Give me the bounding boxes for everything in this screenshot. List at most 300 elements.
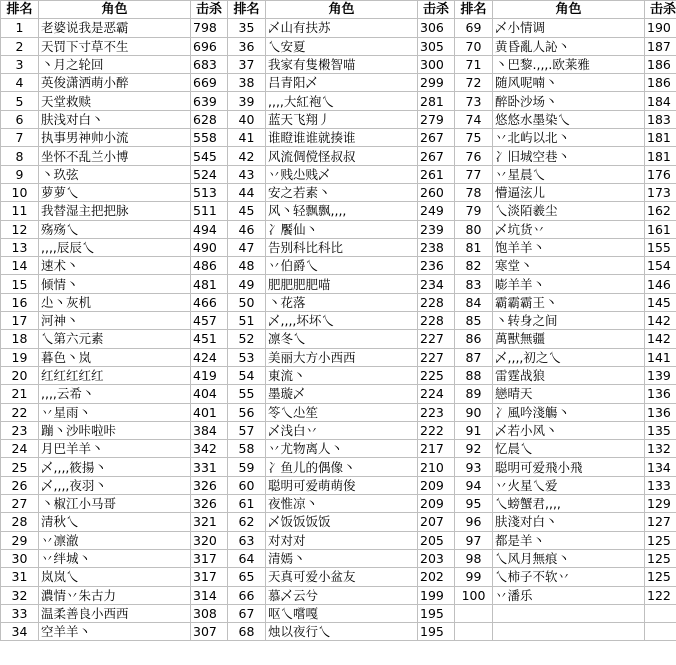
role-name-cell: 東流丶 <box>266 366 418 384</box>
role-name-cell: 我家有隻樧智喵 <box>266 55 418 73</box>
kills-cell: 279 <box>418 110 455 128</box>
kills-cell: 326 <box>191 476 228 494</box>
kills-cell: 513 <box>191 183 228 201</box>
table-row <box>1 129 676 147</box>
rank-cell: 28 <box>1 513 39 531</box>
rank-cell: 84 <box>455 293 493 311</box>
role-name-cell: 戀晴天 <box>493 385 645 403</box>
kills-cell: 511 <box>191 202 228 220</box>
rank-cell: 77 <box>455 165 493 183</box>
header-kills: 击杀 <box>191 1 228 19</box>
role-name-cell: 风丶轻飘飘,,,, <box>266 202 418 220</box>
kills-cell: 207 <box>418 513 455 531</box>
kills-cell: 317 <box>191 568 228 586</box>
role-name-cell: 蹦丶沙咔啦咔 <box>39 421 191 439</box>
role-name-cell: 谁瞪谁谁就揍谁 <box>266 129 418 147</box>
rank-cell: 75 <box>455 129 493 147</box>
role-name-cell: 雷霆战狼 <box>493 366 645 384</box>
role-name-cell: 乀淡陌羲尘 <box>493 202 645 220</box>
role-name-cell: ,,,,辰辰乀 <box>39 238 191 256</box>
kills-cell: 122 <box>645 586 676 604</box>
role-name-cell: 萬獸無疆 <box>493 330 645 348</box>
kills-cell: 798 <box>191 19 228 37</box>
rank-cell: 14 <box>1 257 39 275</box>
rank-cell: 54 <box>228 366 266 384</box>
kills-cell: 146 <box>645 275 676 293</box>
rank-cell: 1 <box>1 19 39 37</box>
rank-cell: 51 <box>228 312 266 330</box>
rank-cell: 55 <box>228 385 266 403</box>
rank-cell: 32 <box>1 586 39 604</box>
role-name-cell: 乄若小风丶 <box>493 421 645 439</box>
rank-cell: 21 <box>1 385 39 403</box>
role-name-cell: 烛以夜行乀 <box>266 623 418 641</box>
rank-cell: 20 <box>1 366 39 384</box>
kills-cell: 134 <box>645 458 676 476</box>
empty-cell <box>645 604 676 622</box>
kills-cell: 162 <box>645 202 676 220</box>
role-name-cell: 尐丶灰机 <box>39 293 191 311</box>
kills-cell: 199 <box>418 586 455 604</box>
rank-cell: 35 <box>228 19 266 37</box>
kills-cell: 267 <box>418 147 455 165</box>
role-name-cell: 美丽大方小西西 <box>266 348 418 366</box>
rank-cell: 48 <box>228 257 266 275</box>
rank-cell: 31 <box>1 568 39 586</box>
empty-cell <box>493 623 645 641</box>
header-rank: 排名 <box>455 1 493 19</box>
role-name-cell: 倾情丶 <box>39 275 191 293</box>
kills-cell: 320 <box>191 531 228 549</box>
role-name-cell: 安之若素丶 <box>266 183 418 201</box>
rank-cell: 29 <box>1 531 39 549</box>
rank-cell: 96 <box>455 513 493 531</box>
rank-cell: 7 <box>1 129 39 147</box>
kills-cell: 209 <box>418 495 455 513</box>
role-name-cell: 肥肥肥肥喵 <box>266 275 418 293</box>
rank-cell: 68 <box>228 623 266 641</box>
kills-cell: 305 <box>418 37 455 55</box>
kills-cell: 239 <box>418 220 455 238</box>
kills-cell: 234 <box>418 275 455 293</box>
kills-cell: 494 <box>191 220 228 238</box>
rank-cell: 16 <box>1 293 39 311</box>
rank-cell: 12 <box>1 220 39 238</box>
rank-cell: 4 <box>1 74 39 92</box>
role-name-cell: 丶花落 <box>266 293 418 311</box>
role-name-cell: 乄,,,,初之乀 <box>493 348 645 366</box>
role-name-cell: 嘭羊羊丶 <box>493 275 645 293</box>
table-row <box>1 37 676 55</box>
rank-cell: 9 <box>1 165 39 183</box>
role-name-cell: 饱羊羊丶 <box>493 238 645 256</box>
rank-cell: 100 <box>455 586 493 604</box>
role-name-cell: 清嫣丶 <box>266 549 418 567</box>
role-name-cell: 乀柿子不软丷 <box>493 568 645 586</box>
header-rank: 排名 <box>1 1 39 19</box>
rank-cell: 92 <box>455 440 493 458</box>
role-name-cell: 悠悠水墨染乀 <box>493 110 645 128</box>
kills-cell: 186 <box>645 74 676 92</box>
rank-cell: 85 <box>455 312 493 330</box>
kills-cell: 227 <box>418 348 455 366</box>
rank-cell: 63 <box>228 531 266 549</box>
role-name-cell: 坐怀不乱兰小博 <box>39 147 191 165</box>
rank-cell: 83 <box>455 275 493 293</box>
kills-cell: 457 <box>191 312 228 330</box>
table-row <box>1 366 676 384</box>
role-name-cell: 冫鱼儿的偶像丶 <box>266 458 418 476</box>
rank-cell: 73 <box>455 92 493 110</box>
table-row <box>1 183 676 201</box>
role-name-cell: 乄饭饭饭饭 <box>266 513 418 531</box>
role-name-cell: 冫饜仙丶 <box>266 220 418 238</box>
table-row <box>1 55 676 73</box>
rank-cell: 70 <box>455 37 493 55</box>
table-row <box>1 623 676 641</box>
role-name-cell: 丶巴黎.,,,.欧莱雅 <box>493 55 645 73</box>
table-row <box>1 476 676 494</box>
kills-cell: 127 <box>645 513 676 531</box>
role-name-cell: 天堂救赎 <box>39 92 191 110</box>
rank-cell: 13 <box>1 238 39 256</box>
kills-cell: 176 <box>645 165 676 183</box>
rank-cell: 24 <box>1 440 39 458</box>
rank-cell: 65 <box>228 568 266 586</box>
kills-cell: 161 <box>645 220 676 238</box>
kills-cell: 238 <box>418 238 455 256</box>
role-name-cell: 慕乄云兮 <box>266 586 418 604</box>
kills-cell: 155 <box>645 238 676 256</box>
kills-cell: 696 <box>191 37 228 55</box>
rank-cell: 30 <box>1 549 39 567</box>
table-row <box>1 531 676 549</box>
role-name-cell: 墨璇乄 <box>266 385 418 403</box>
role-name-cell: 丷火星乀爱 <box>493 476 645 494</box>
kills-cell: 307 <box>191 623 228 641</box>
table-row <box>1 586 676 604</box>
table-row <box>1 165 676 183</box>
rank-cell: 90 <box>455 403 493 421</box>
table-row <box>1 348 676 366</box>
rank-cell: 64 <box>228 549 266 567</box>
role-name-cell: 空羊羊丶 <box>39 623 191 641</box>
rank-cell: 91 <box>455 421 493 439</box>
table-row <box>1 458 676 476</box>
kills-cell: 306 <box>418 19 455 37</box>
rank-cell: 44 <box>228 183 266 201</box>
kills-cell: 187 <box>645 37 676 55</box>
rank-cell: 19 <box>1 348 39 366</box>
role-name-cell: 笭乀尐笙 <box>266 403 418 421</box>
rank-cell: 47 <box>228 238 266 256</box>
rank-cell: 87 <box>455 348 493 366</box>
role-name-cell: 乀安夏 <box>266 37 418 55</box>
kills-cell: 481 <box>191 275 228 293</box>
role-name-cell: 英俊潇洒萌小醉 <box>39 74 191 92</box>
header-role: 角色 <box>493 1 645 19</box>
rank-cell: 82 <box>455 257 493 275</box>
rank-cell: 78 <box>455 183 493 201</box>
rank-cell: 50 <box>228 293 266 311</box>
role-name-cell: 乄浅白丷 <box>266 421 418 439</box>
role-name-cell: 丷绊城丶 <box>39 549 191 567</box>
rank-cell: 33 <box>1 604 39 622</box>
empty-cell <box>455 623 493 641</box>
kills-cell: 314 <box>191 586 228 604</box>
kills-cell: 183 <box>645 110 676 128</box>
role-name-cell: 殇殇乀 <box>39 220 191 238</box>
rank-cell: 94 <box>455 476 493 494</box>
role-name-cell: 乀风月無痕丶 <box>493 549 645 567</box>
kills-cell: 261 <box>418 165 455 183</box>
kills-cell: 308 <box>191 604 228 622</box>
role-name-cell: 告别科比科比 <box>266 238 418 256</box>
role-name-cell: 丷星雨丶 <box>39 403 191 421</box>
rank-cell: 95 <box>455 495 493 513</box>
role-name-cell: 天真可爱小盆友 <box>266 568 418 586</box>
table-row <box>1 275 676 293</box>
role-name-cell: 丷潘乐 <box>493 586 645 604</box>
rank-cell: 74 <box>455 110 493 128</box>
rank-cell: 39 <box>228 92 266 110</box>
role-name-cell: 乀螃蟹君,,,, <box>493 495 645 513</box>
table-row <box>1 257 676 275</box>
table-row <box>1 74 676 92</box>
rank-cell: 88 <box>455 366 493 384</box>
table-row <box>1 568 676 586</box>
rank-cell: 22 <box>1 403 39 421</box>
rank-cell: 66 <box>228 586 266 604</box>
role-name-cell: 丷星晨乀 <box>493 165 645 183</box>
role-name-cell: 速术丶 <box>39 257 191 275</box>
kills-cell: 524 <box>191 165 228 183</box>
kills-cell: 129 <box>645 495 676 513</box>
role-name-cell: 执事男神帅小流 <box>39 129 191 147</box>
table-row <box>1 403 676 421</box>
rank-cell: 71 <box>455 55 493 73</box>
rank-cell: 80 <box>455 220 493 238</box>
role-name-cell: 丶转身之间 <box>493 312 645 330</box>
rank-cell: 34 <box>1 623 39 641</box>
kills-cell: 141 <box>645 348 676 366</box>
role-name-cell: 凛冬乀 <box>266 330 418 348</box>
rank-cell: 67 <box>228 604 266 622</box>
role-name-cell: 丶椒江小马哥 <box>39 495 191 513</box>
kills-cell: 210 <box>418 458 455 476</box>
role-name-cell: 对对对 <box>266 531 418 549</box>
role-name-cell: 忆晨乀 <box>493 440 645 458</box>
role-name-cell: 寒堂丶 <box>493 257 645 275</box>
rank-cell: 86 <box>455 330 493 348</box>
role-name-cell: 肤淺对白丶 <box>493 513 645 531</box>
rank-cell: 89 <box>455 385 493 403</box>
kills-cell: 486 <box>191 257 228 275</box>
rank-cell: 2 <box>1 37 39 55</box>
table-row <box>1 147 676 165</box>
kills-cell: 190 <box>645 19 676 37</box>
table-row <box>1 495 676 513</box>
rank-cell: 8 <box>1 147 39 165</box>
rank-cell: 81 <box>455 238 493 256</box>
rank-cell: 99 <box>455 568 493 586</box>
kills-cell: 133 <box>645 476 676 494</box>
kills-cell: 639 <box>191 92 228 110</box>
kills-cell: 249 <box>418 202 455 220</box>
kills-cell: 223 <box>418 403 455 421</box>
kills-cell: 217 <box>418 440 455 458</box>
kills-cell: 401 <box>191 403 228 421</box>
rank-cell: 23 <box>1 421 39 439</box>
table-row <box>1 604 676 622</box>
header-role: 角色 <box>266 1 418 19</box>
role-name-cell: 都是羊丶 <box>493 531 645 549</box>
role-name-cell: ,,,,大紅袍乀 <box>266 92 418 110</box>
table-row <box>1 92 676 110</box>
role-name-cell: 丷贱尐贱乄 <box>266 165 418 183</box>
table-row <box>1 293 676 311</box>
rank-cell: 57 <box>228 421 266 439</box>
role-name-cell: 乄,,,,筱揚丶 <box>39 458 191 476</box>
role-name-cell: 乄小情调 <box>493 19 645 37</box>
role-name-cell: 乀第六元素 <box>39 330 191 348</box>
table-row <box>1 385 676 403</box>
kills-cell: 228 <box>418 293 455 311</box>
kills-cell: 321 <box>191 513 228 531</box>
kills-cell: 299 <box>418 74 455 92</box>
header-row <box>1 1 676 19</box>
role-name-cell: 乄坑货丷 <box>493 220 645 238</box>
table-row <box>1 421 676 439</box>
rank-cell: 6 <box>1 110 39 128</box>
table-row <box>1 238 676 256</box>
rank-cell: 43 <box>228 165 266 183</box>
kills-cell: 135 <box>645 421 676 439</box>
kills-cell: 228 <box>418 312 455 330</box>
kills-cell: 404 <box>191 385 228 403</box>
kills-cell: 225 <box>418 366 455 384</box>
kills-cell: 342 <box>191 440 228 458</box>
rank-cell: 10 <box>1 183 39 201</box>
table-row <box>1 220 676 238</box>
table-row <box>1 330 676 348</box>
kills-cell: 142 <box>645 312 676 330</box>
kills-cell: 195 <box>418 604 455 622</box>
role-name-cell: 冫旧城空巷丶 <box>493 147 645 165</box>
rank-cell: 18 <box>1 330 39 348</box>
kills-cell: 260 <box>418 183 455 201</box>
rank-cell: 58 <box>228 440 266 458</box>
role-name-cell: 丷凛澈 <box>39 531 191 549</box>
role-name-cell: 吕青阳乄 <box>266 74 418 92</box>
kills-cell: 125 <box>645 531 676 549</box>
role-name-cell: 丷北屿以北丶 <box>493 129 645 147</box>
role-name-cell: 河神丶 <box>39 312 191 330</box>
kills-cell: 236 <box>418 257 455 275</box>
header-kills: 击杀 <box>645 1 676 19</box>
role-name-cell: 我替湿主把把脉 <box>39 202 191 220</box>
empty-cell <box>455 604 493 622</box>
rank-cell: 15 <box>1 275 39 293</box>
kills-cell: 331 <box>191 458 228 476</box>
kills-cell: 683 <box>191 55 228 73</box>
kills-cell: 202 <box>418 568 455 586</box>
kills-cell: 451 <box>191 330 228 348</box>
table-row <box>1 19 676 37</box>
role-name-cell: 丶月之轮回 <box>39 55 191 73</box>
rank-cell: 46 <box>228 220 266 238</box>
rank-cell: 37 <box>228 55 266 73</box>
kills-cell: 186 <box>645 55 676 73</box>
kills-cell: 209 <box>418 476 455 494</box>
role-name-cell: 夜惟凉丶 <box>266 495 418 513</box>
rank-cell: 93 <box>455 458 493 476</box>
kills-cell: 132 <box>645 440 676 458</box>
kills-cell: 184 <box>645 92 676 110</box>
kills-cell: 227 <box>418 330 455 348</box>
role-name-cell: ,,,,云希丶 <box>39 385 191 403</box>
rank-cell: 45 <box>228 202 266 220</box>
role-name-cell: 蓝天飞翔丿 <box>266 110 418 128</box>
rank-cell: 52 <box>228 330 266 348</box>
role-name-cell: 丷尤物离人丶 <box>266 440 418 458</box>
role-name-cell: 月巴羊羊丶 <box>39 440 191 458</box>
rank-cell: 25 <box>1 458 39 476</box>
role-name-cell: 天罚下寸草不生 <box>39 37 191 55</box>
table-row <box>1 513 676 531</box>
role-name-cell: 乄,,,,夜羽丶 <box>39 476 191 494</box>
kills-cell: 317 <box>191 549 228 567</box>
header-role: 角色 <box>39 1 191 19</box>
rank-cell: 53 <box>228 348 266 366</box>
rank-cell: 41 <box>228 129 266 147</box>
rank-cell: 79 <box>455 202 493 220</box>
rank-cell: 76 <box>455 147 493 165</box>
kills-cell: 145 <box>645 293 676 311</box>
rank-cell: 61 <box>228 495 266 513</box>
empty-cell <box>645 623 676 641</box>
role-name-cell: 乄山有扶苏 <box>266 19 418 37</box>
kills-cell: 669 <box>191 74 228 92</box>
rank-cell: 60 <box>228 476 266 494</box>
rank-cell: 49 <box>228 275 266 293</box>
kills-cell: 154 <box>645 257 676 275</box>
kills-cell: 222 <box>418 421 455 439</box>
kills-cell: 490 <box>191 238 228 256</box>
table-row <box>1 549 676 567</box>
rank-cell: 5 <box>1 92 39 110</box>
rank-cell: 17 <box>1 312 39 330</box>
kills-cell: 125 <box>645 568 676 586</box>
role-name-cell: 红红红红红 <box>39 366 191 384</box>
kills-cell: 384 <box>191 421 228 439</box>
rank-cell: 40 <box>228 110 266 128</box>
role-name-cell: 风流倜傥怪叔叔 <box>266 147 418 165</box>
rank-cell: 59 <box>228 458 266 476</box>
kills-cell: 139 <box>645 366 676 384</box>
kills-cell: 203 <box>418 549 455 567</box>
role-name-cell: 黄昏亂人訫丶 <box>493 37 645 55</box>
kills-cell: 558 <box>191 129 228 147</box>
kills-cell: 281 <box>418 92 455 110</box>
kills-cell: 142 <box>645 330 676 348</box>
kills-cell: 419 <box>191 366 228 384</box>
table-body <box>1 19 676 641</box>
kills-cell: 181 <box>645 147 676 165</box>
table-row <box>1 312 676 330</box>
table-row <box>1 440 676 458</box>
kills-cell: 125 <box>645 549 676 567</box>
